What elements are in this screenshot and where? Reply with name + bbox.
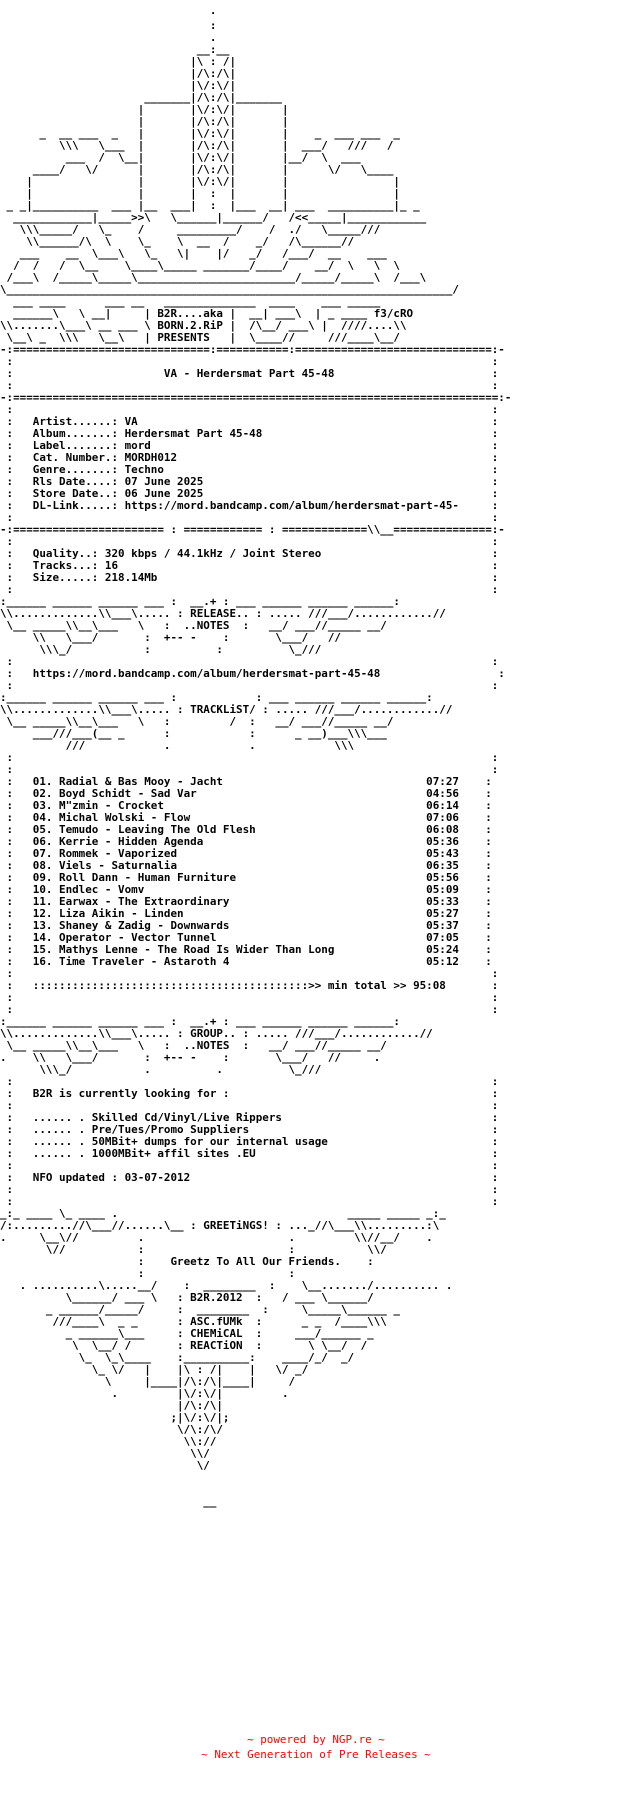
footer-tagline: ~ Next Generation of Pre Releases ~ — [201, 1748, 431, 1761]
footer-powered-by: ~ powered by NGP.re ~ — [247, 1733, 385, 1746]
nfo-ascii-document: · : . __:__ |\ : /| |/\:/\| |\/:\/| _______|/\:/\|_______ | |\/:\/| | | |/\:/\| | _ __ ___ _ | |\/:\/| | _ ___ ___ _ \\\ \___ | |/\:/\| | ___/ /// / ___ / \__| |\/:\/| |__/ \ ___ ____/ \/ | |/\:/\| | \/ \____ | | |\/:\/| | | | | | : | | | _ _|__________ ___ |__ ___| : |___ __| ___ __________|_ _ ____________|_____>>\ \______|______/ /<<_____|____________ \\\_____/ \_ / _________/ / ./ \_____/// \\______/\ \ \_ \ __ / _/ /\______// ___ __ \___\ \_ \| |/ _/ /___/ __ ___ / / / \__ \____\_____ _______/____/ __/ \ \ \ /___\ /_____\_____\________________________/_____/_____\ /___\ \____________________________________________________________________/ ___ ____ ___ __ ______________ ____ ___ _____ ______\ \ __| | B2R....aka | __| ___\ | _ ____ f3/cRO \\.......\___\ __ ___ \ BORN.2.RiP | /\__/ ___\ | ////....\\ \__\ _ \\\ \__\ | PRESENTS | \____// ///____\__/ -:==============================:===========:==============================:- : : : VA - Herdersmat Part 45-48 : : : -:==========================================================================:- : : : Artist......: VA : : Album.......: Herdersmat Part 45-48 : : Label.......: mord : : Cat. Number.: MORDH012 : : Genre.......: Techno : : Rls Date....: 07 June 2025 : : Store Date..: 06 June 2025 : : DL-Link.....: https://mord.bandcamp.com/album/herdersmat-part-45- : : : -:======================= : ============ : =============\\__===============:- : : : Quality..: 320 kbps / 44.1kHz / Joint Stereo : : Tracks...: 16 : : Size.....: 218.14Mb : : : :______ ______ ______ ___ : __.+ : ___ ______ ______ ______: \\.............\\___\..... : RELEASE.. : ..... ///___/............// \__ _____\\__\___ \ : ..NOTES : __/ ___//_____ __/ \\ \___/ : +-- - : \___/ // \\\_/ : : \_/// : : : https://mord.bandcamp.com/album/herdersmat-part-45-48 : : : :______ ______ ______ ___ : : ___ ______ ______ ______: \\.............\\___\..... : TRACKLiST/ : ..... ///___/............// \__ _____\\__\___ \ : / : __/ ___//_____ __/ ___///___(__ _ : : _ __)___\\\___ /// . . \\\ : : : : : 01. Radial & Bas Mooy - Jacht 07:27 : : 02. Boyd Schidt - Sad Var 04:56 : : 03. M"zmin - Crocket 06:14 : : 04. Michal Wolski - Flow 07:06 : : 05. Temudo - Leaving The Old Flesh 06:08 : : 06. Kerrie - Hidden Agenda 05:36 : : 07. Rommek - Vaporized 05:43 : : 08. Viels - Saturnalia 06:35 : : 09. Roll Dann - Human Furniture 05:56 : : 10. Endlec - Vomv 05:09 : : 11. Earwax - The Extraordinary 05:33 : : 12. Liza Aikin - Linden 05:27 : : 13. Shaney & Zadig - Downwards 05:37 : : 14. Operator - Vector Tunnel 07:05 : : 15. Mathys Lenne - The Road Is Wider Than Long 05:24 : : 16. Time Traveler - Astaroth 4 05:12 : : : : ::::::::::::::::::::::::::::::::::::::::::>> min total >> 95:08 : : : : : :______ ______ ______ ___ : __.+ : ___ ______ ______ ______: \\.............\\___\..... : GROUP.. : ..... ///___/............// \__ _____\\__\___ \ : ..NOTES : __/ ___//_____ __/ . \\ \___/ : +-- - : \___/ // . \\\_/ . . \_/// : : : B2R is currently looking for : : : : : ...... . Skilled Cd/Vinyl/Live Rippers : : ...... . Pre/Tues/Promo Suppliers : : ...... . 50MBit+ dumps for our internal usage : : ...... . 1000MBit+ affil sites .EU : : : : NFO updated : 03-07-2012 : : : : : _:_ ____ \_ ____ . _____ _____ _:_ /:.........//\___//......\__ : GREETiNGS! : ..._//\___\\.........:\ . \__\// . . \\//__/ . \// : : \\/ : Greetz To All Our Friends. : : : . ..........\.....__/ : ________ : \__......./.......... . \______/ ___ \ : B2R.2012 : / ___ \______/ _ ______/_____/ : ________ : \_____\______ _ ///____\ _ _ : ASC.fUMk : _ _ /____\\\ _ ______\___ : CHEMiCAL : ___/______ _ \ \__/ / : REACTiON : \ \__/ / \_ \_\____ :__________: ____/_/ _/ \_ \/ | |\ : /| | \/ _/ \ |____|/\:/\|____| / . |\/:\/| . |/\:/\| ;|\/:\/|; \/\:/\/ \\:// \\/ \/ __ — [0, 8, 512, 1508]
footer — [0, 1732, 632, 1762]
